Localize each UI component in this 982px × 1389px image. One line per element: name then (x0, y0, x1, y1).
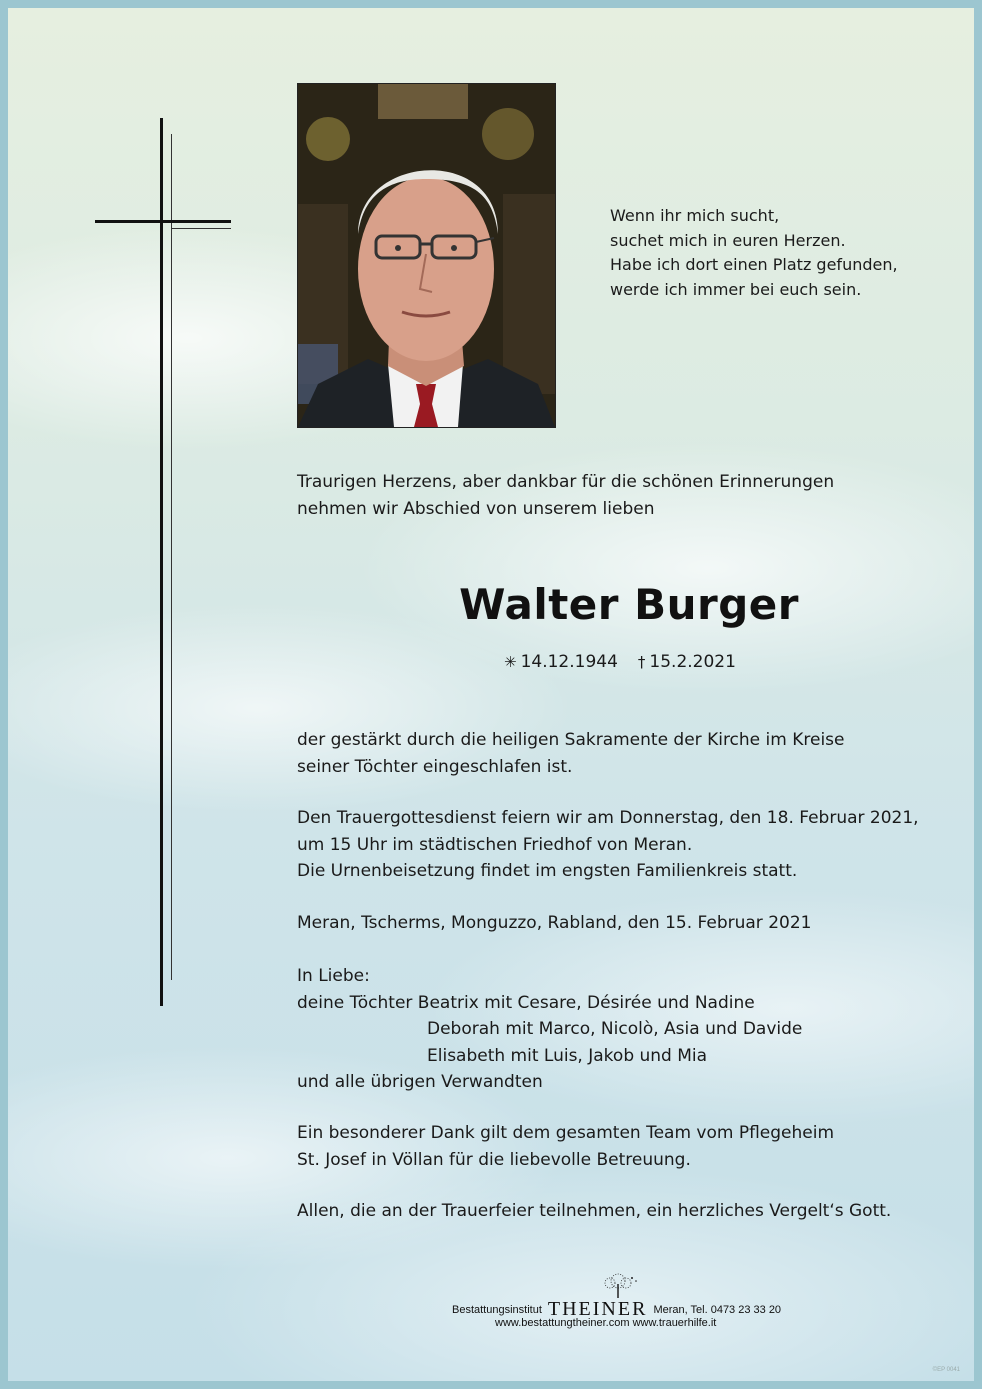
thanks-text (297, 1120, 957, 1173)
sacraments-text (297, 727, 957, 780)
life-dates (504, 652, 736, 672)
footer-websites: www.bestattungtheiner.com www.trauerhilfe.it (495, 1317, 717, 1329)
deceased-name: Walter Burger (459, 580, 799, 629)
family-line: Deborah mit Marco, Nicolò, Asia und Davide (427, 1019, 803, 1039)
verse-line: werde ich immer bei euch sein. (610, 279, 862, 299)
death-cross-icon: † (637, 653, 646, 671)
intro-text (297, 469, 957, 522)
service-line: Den Trauergottesdienst feiern wir am Donnerstag, den 18. Februar 2021, (297, 808, 919, 828)
family-list (297, 963, 957, 1096)
footer-brand: THEINER (547, 1298, 648, 1320)
family-line: deine Töchter Beatrix mit Cesare, Désirée und Nadine (297, 992, 755, 1013)
family-heading: In Liebe: (297, 966, 370, 986)
tree-logo-icon (596, 1272, 640, 1298)
obituary-card (8, 8, 974, 1381)
footer-contact: Meran, Tel. 0473 23 33 20 (653, 1304, 782, 1316)
closing-text: Allen, die an der Trauerfeier teilnehmen, ein herzliches Vergelt‘s Gott. (297, 1201, 892, 1221)
sacraments-line: der gestärkt durch die heiligen Sakramente der Kirche im Kreise (297, 730, 845, 750)
intro-line: nehmen wir Abschied von unserem lieben (297, 498, 655, 519)
place-date: Meran, Tscherms, Monguzzo, Rabland, den 15. Februar 2021 (297, 913, 812, 933)
funeral-home-footer (388, 1272, 908, 1336)
birth-star-icon: ✳ (504, 653, 517, 671)
sacraments-line: seiner Töchter eingeschlafen ist. (297, 756, 573, 777)
service-line: Die Urnenbeisetzung findet im engsten Familienkreis statt. (297, 861, 798, 881)
verse-line: Wenn ihr mich sucht, (610, 206, 780, 225)
intro-line: Traurigen Herzens, aber dankbar für die schönen Erinnerungen (297, 472, 835, 492)
death-date: 15.2.2021 (649, 652, 736, 672)
verse (610, 204, 940, 302)
service-text (297, 805, 957, 885)
family-line: Elisabeth mit Luis, Jakob und Mia (427, 1045, 708, 1066)
portrait-photo (297, 83, 556, 428)
verse-line: Habe ich dort einen Platz gefunden, (610, 255, 898, 274)
service-line: um 15 Uhr im städtischen Friedhof von Meran. (297, 834, 693, 855)
thanks-line: Ein besonderer Dank gilt dem gesamten Team vom Pflegeheim (297, 1123, 835, 1143)
verse-line: suchet mich in euren Herzen. (610, 230, 846, 250)
thanks-line: St. Josef in Völlan für die liebevolle Betreuung. (297, 1149, 691, 1170)
birth-date: 14.12.1944 (520, 652, 618, 672)
family-line: und alle übrigen Verwandten (297, 1072, 543, 1092)
footer-prefix: Bestattungsinstitut (452, 1304, 542, 1316)
print-code: ©EP 0041 (932, 1367, 960, 1373)
